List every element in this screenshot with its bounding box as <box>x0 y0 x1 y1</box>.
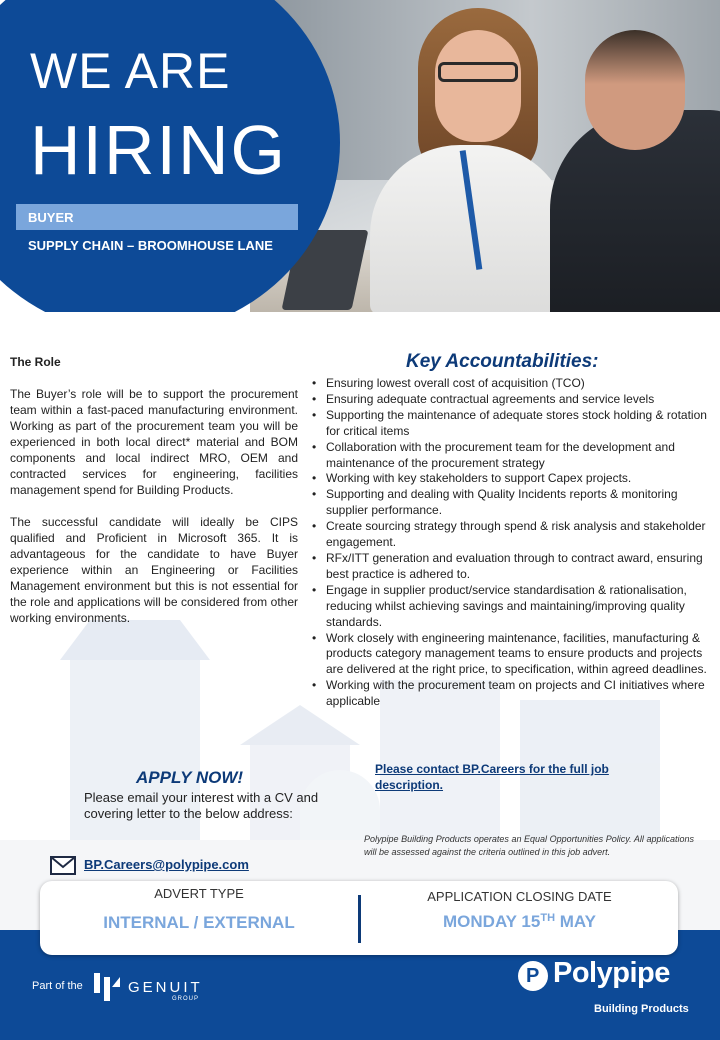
advert-info-card <box>40 881 678 955</box>
accountability-item: • Ensuring adequate contractual agreements and service levels <box>310 392 714 408</box>
part-of-text: Part of the <box>32 980 83 992</box>
job-description-link[interactable]: Please contact BP.Careers for the full job description. <box>375 762 609 792</box>
polypipe-logo-icon: P <box>518 961 548 991</box>
accountability-item: • Working with key stakeholders to support Capex projects. <box>310 471 714 487</box>
accountability-item: • Collaboration with the procurement team for the development and maintenance of the procurement strategy <box>310 440 714 472</box>
genuit-group-text: GROUP <box>172 996 200 1002</box>
genuit-wordmark: GENUIT <box>128 979 203 996</box>
advert-type-label: ADVERT TYPE <box>154 886 244 901</box>
role-section <box>10 354 298 642</box>
advert-type-value: INTERNAL / EXTERNAL <box>103 913 295 932</box>
accountability-item: • Work closely with engineering maintenance, facilities, manufacturing & products category management teams to ensure products and projects are delivered at the right price, to specification, within agreed deadlines. <box>310 631 714 679</box>
accountability-item: • Engage in supplier product/service standardisation & rationalisation, reducing whilst achieving savings and maintaining/improving quality standards. <box>310 583 714 631</box>
role-heading: The Role <box>10 355 61 369</box>
job-title: BUYER <box>28 210 74 225</box>
apply-instructions: Please email your interest with a CV and covering letter to the below address: <box>84 790 319 821</box>
job-title-bar <box>16 204 298 230</box>
accountabilities-heading: Key Accountabilities: <box>406 351 599 372</box>
accountability-item: • RFx/ITT generation and evaluation through to contract award, ensuring best practice is adhered to. <box>310 551 714 583</box>
apply-heading: APPLY NOW! <box>136 768 244 787</box>
email-link[interactable]: BP.Careers@polypipe.com <box>84 857 249 872</box>
hero-banner <box>0 0 720 312</box>
role-paragraph-1: The Buyer’s role will be to support the procurement team within a fast-paced manufacturing environment. Working as part of the procurement team you will be experienced in both local direct* material and BOM components and local indirect MRO, OEM and contracted services for engineering, facilities management spend for Building Products. <box>10 387 298 497</box>
polypipe-subtitle: Building Products <box>594 1003 689 1015</box>
genuit-logo-icon <box>92 973 122 1001</box>
accountability-item: • Create sourcing strategy through spend & risk analysis and stakeholder engagement. <box>310 519 714 551</box>
accountabilities-list <box>310 376 714 710</box>
hero-title-line2: HIRING <box>30 111 287 189</box>
accountability-item: • Supporting and dealing with Quality Incidents reports & monitoring supplier performance. <box>310 487 714 519</box>
accountability-item: • Working with the procurement team on projects and CI initiatives where applicable <box>310 678 714 710</box>
closing-date-value: MONDAY 15TH MAY <box>443 912 596 931</box>
role-paragraph-2: The successful candidate will ideally be CIPS qualified and Proficient in Microsoft 365. It is advantageous for the candidate to have Buyer experience within an Engineering or Facilities Management environment but this is not essential for the role and applications will be considered from other working environments. <box>10 515 298 625</box>
department: SUPPLY CHAIN – BROOMHOUSE LANE <box>28 238 273 253</box>
accountability-item: • Supporting the maintenance of adequate stores stock holding & rotation for critical items <box>310 408 714 440</box>
closing-date-label: APPLICATION CLOSING DATE <box>427 889 612 904</box>
polypipe-wordmark: Polypipe <box>553 957 670 989</box>
hero-title-line1: WE ARE <box>30 43 231 99</box>
envelope-icon <box>50 856 76 875</box>
equal-opportunities-note: Polypipe Building Products operates an Equal Opportunities Policy. All applications will be assessed against the criteria outlined in this job advert. <box>364 834 694 857</box>
accountability-item: • Ensuring lowest overall cost of acquisition (TCO) <box>310 376 714 392</box>
